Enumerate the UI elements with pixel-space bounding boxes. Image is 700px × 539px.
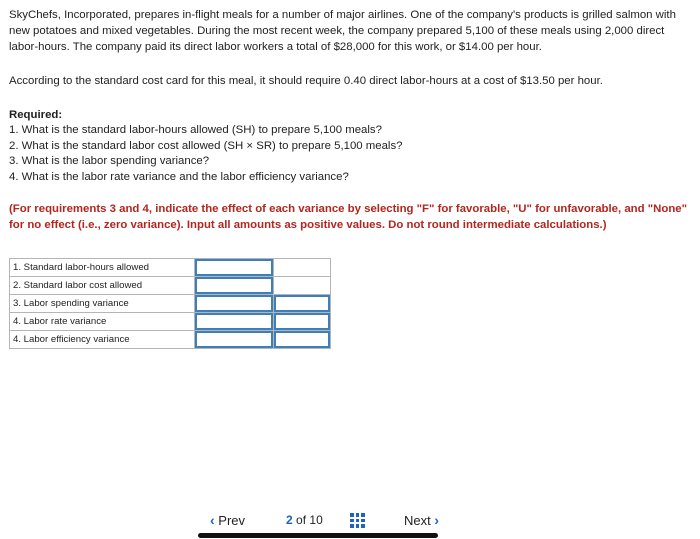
required-item-1: 1. What is the standard labor-hours allowed (SH) to prepare 5,100 meals?	[9, 124, 382, 136]
required-item-3: 3. What is the labor spending variance?	[9, 155, 210, 167]
table-row	[10, 313, 331, 331]
page-current: 2	[286, 513, 293, 527]
home-indicator-bar	[198, 533, 438, 538]
table-row	[10, 331, 331, 349]
answer-table	[9, 258, 331, 349]
grid-icon[interactable]	[350, 513, 365, 528]
page-indicator	[286, 513, 323, 527]
answer-input-3[interactable]	[195, 295, 274, 313]
problem-intro: SkyChefs, Incorporated, prepares in-flight meals for a number of major airlines. One of the company's products is grilled salmon with new potatoes and mixed vegetables. During the most recent week, the company prepared 5,100 of these meals using 2,000 direct labor-hours. The company paid its direct labor workers a total of $28,000 for this work, or $14.00 per hour.	[9, 9, 676, 53]
page-total: 10	[309, 513, 323, 527]
chevron-left-icon: ‹	[210, 512, 215, 528]
next-label: Next	[404, 513, 431, 528]
input-box[interactable]	[195, 277, 273, 294]
prev-label: Prev	[218, 513, 246, 528]
table-row	[10, 295, 331, 313]
input-box[interactable]	[195, 259, 273, 276]
answer-input-2[interactable]	[195, 277, 274, 295]
select-box[interactable]	[274, 331, 330, 348]
standard-cost-text: According to the standard cost card for this meal, it should require 0.40 direct labor-hours at a cost of $13.50 per hour.	[9, 75, 603, 87]
page-sep: of	[296, 513, 307, 527]
row-label: 4. Labor rate variance	[10, 313, 195, 331]
effect-select-3[interactable]	[274, 295, 331, 313]
chevron-right-icon: ›	[434, 512, 440, 528]
input-box[interactable]	[195, 295, 273, 312]
table-row	[10, 259, 331, 277]
row-label: 3. Labor spending variance	[10, 295, 195, 313]
empty-cell	[274, 277, 331, 295]
prev-button[interactable]	[210, 512, 245, 528]
select-box[interactable]	[274, 295, 330, 312]
input-box[interactable]	[195, 313, 273, 330]
input-box[interactable]	[195, 331, 273, 348]
row-label: 1. Standard labor-hours allowed	[10, 259, 195, 277]
effect-select-4[interactable]	[274, 313, 331, 331]
required-item-2: 2. What is the standard labor cost allowed (SH × SR) to prepare 5,100 meals?	[9, 139, 403, 152]
answer-input-1[interactable]	[195, 259, 274, 277]
question-content	[9, 7, 693, 233]
navigation-footer	[0, 505, 700, 539]
required-item-4: 4. What is the labor rate variance and the labor efficiency variance?	[9, 170, 349, 183]
row-label: 4. Labor efficiency variance	[10, 331, 195, 349]
next-button[interactable]	[404, 512, 439, 528]
empty-cell	[274, 259, 331, 277]
table-row	[10, 277, 331, 295]
select-box[interactable]	[274, 313, 330, 330]
required-heading: Required:	[9, 109, 63, 121]
row-label: 2. Standard labor cost allowed	[10, 277, 195, 295]
instructions-text: (For requirements 3 and 4, indicate the effect of each variance by selecting "F" for favorable, "U" for unfavorable, and "None" for no effect (i.e., zero variance). Input all amounts as positive values. Do not round intermediate calculations.)	[9, 203, 688, 231]
answer-input-5[interactable]	[195, 331, 274, 349]
effect-select-5[interactable]	[274, 331, 331, 349]
answer-input-4[interactable]	[195, 313, 274, 331]
